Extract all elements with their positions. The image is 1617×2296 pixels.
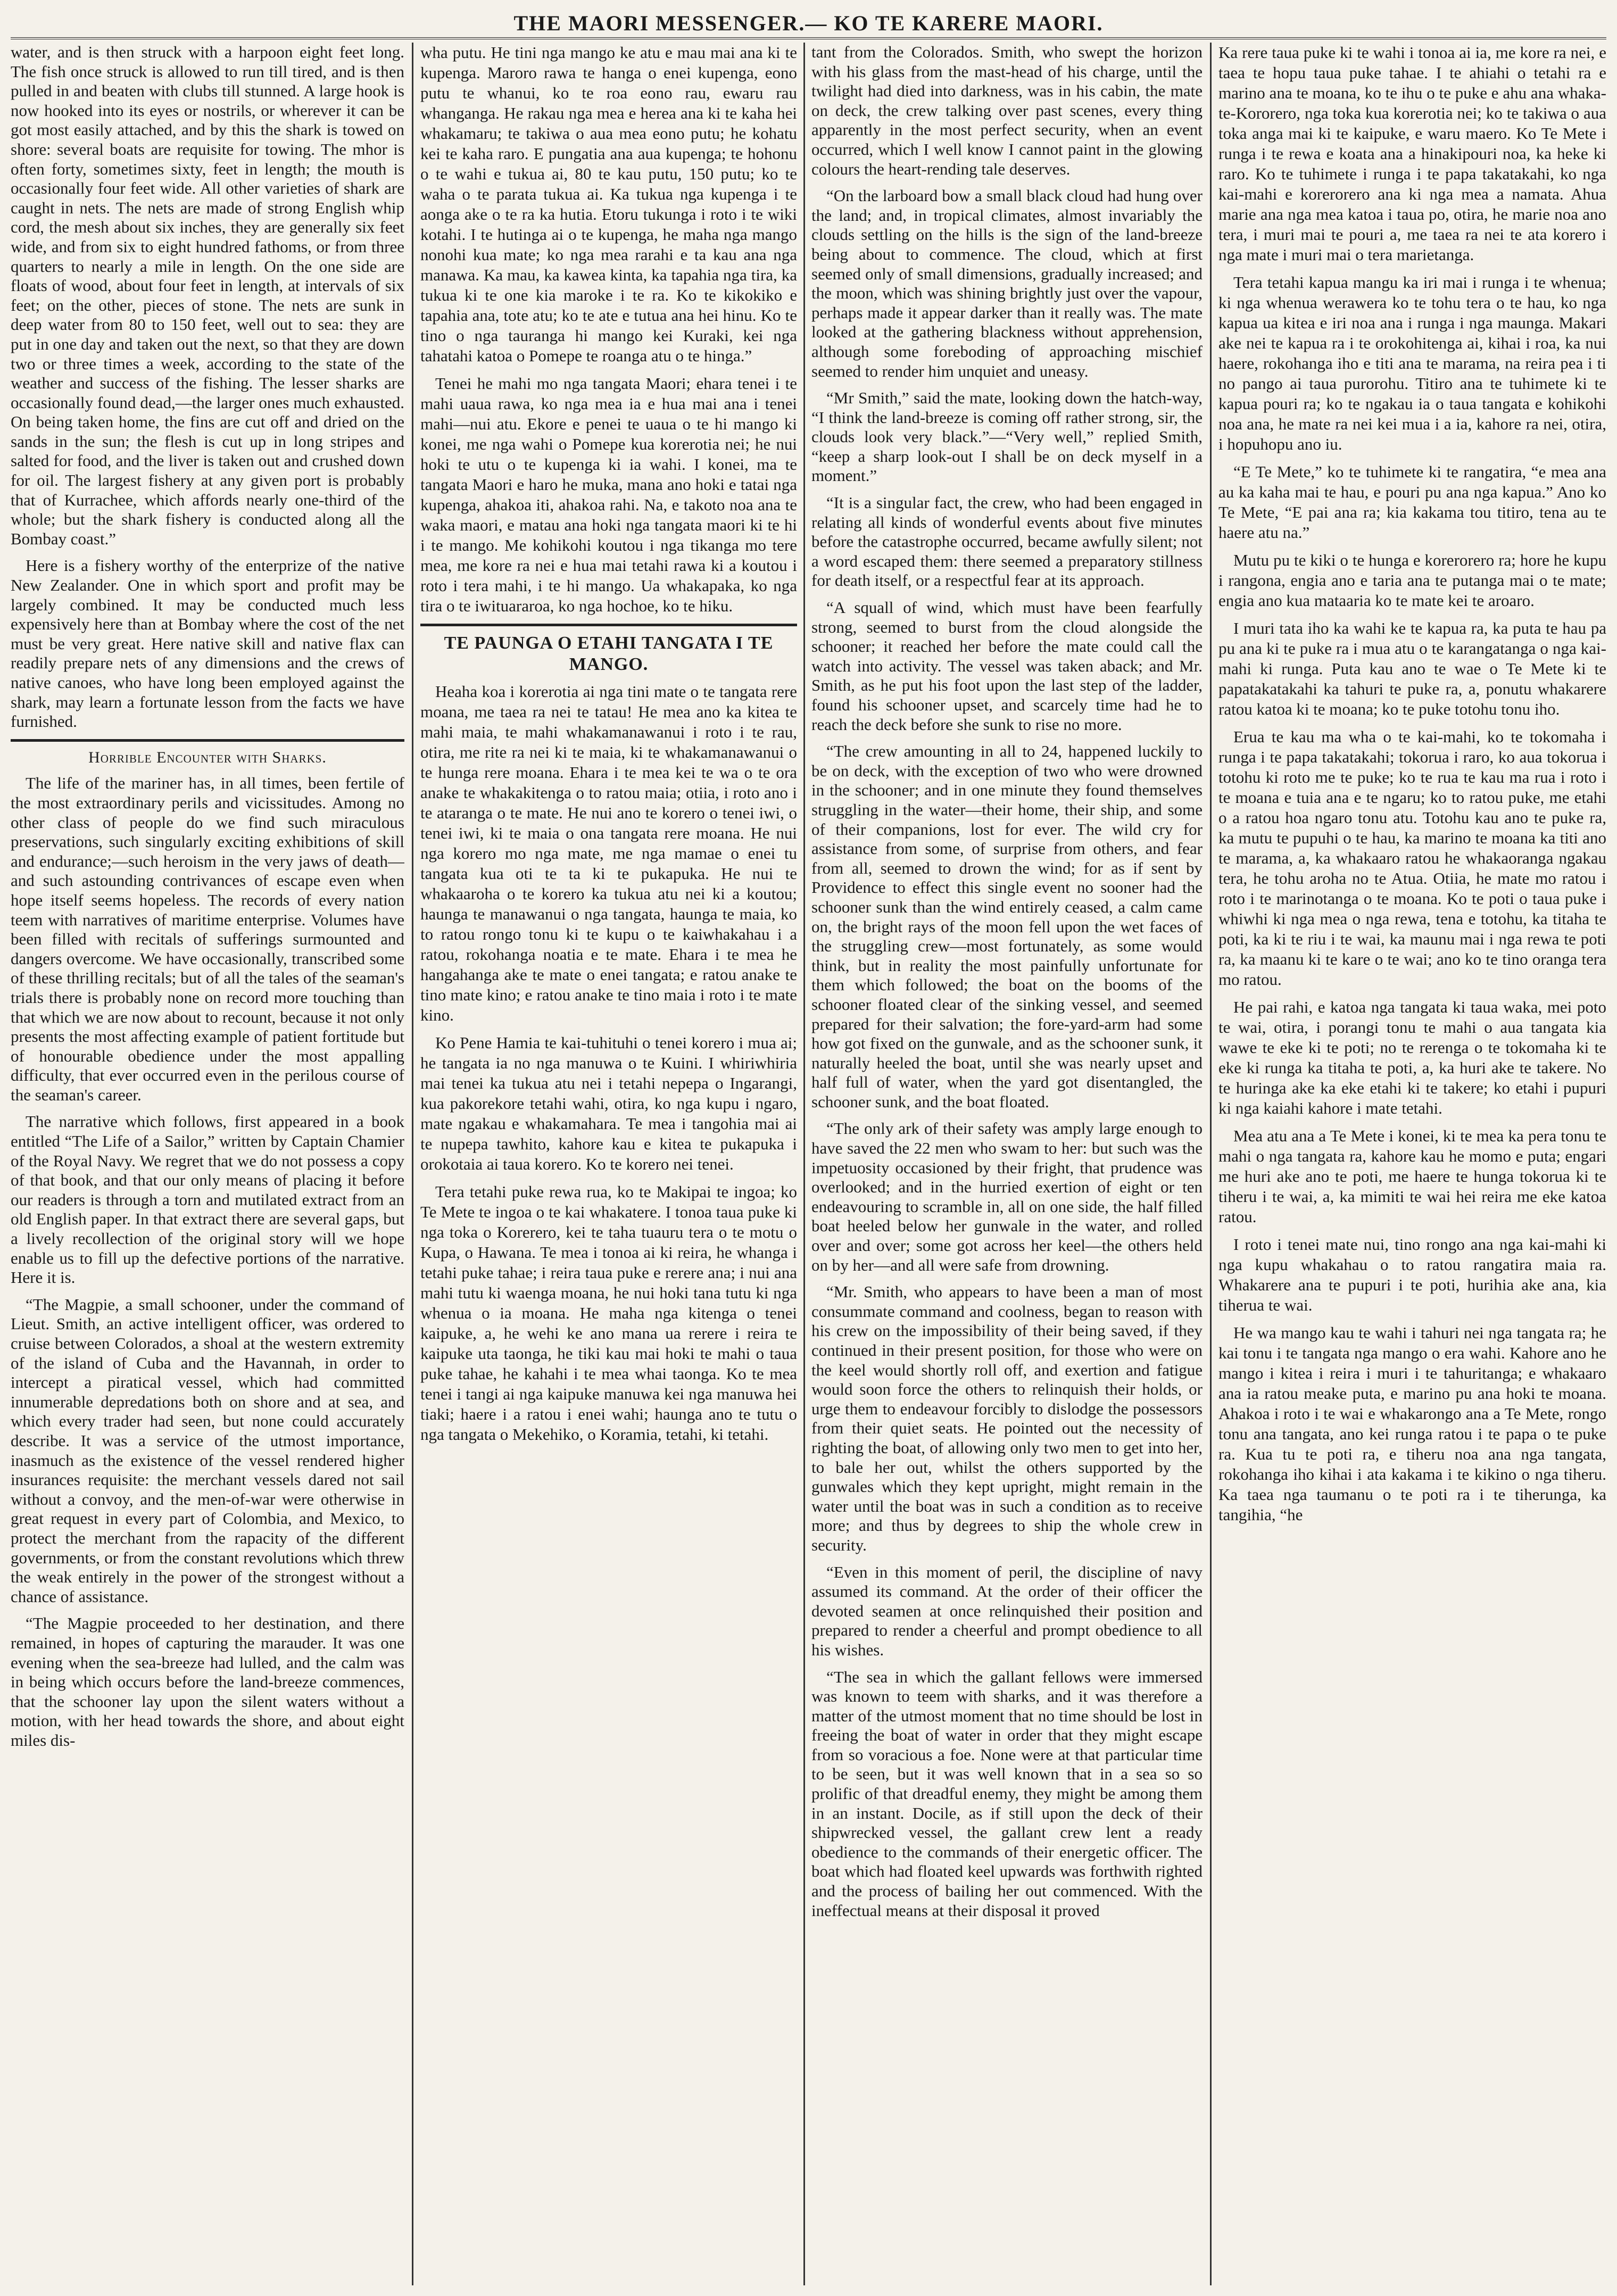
paragraph: “On the larboard bow a small black cloud had hung over the land; and, in tropical climates, almost invariably the clouds settling on the hills is the sign of the land-breeze being about to commence. The cloud, which at first seemed only of small dimensions, gradually increased; and the moon, which was shining brightly just over the vapour, perhaps made it appear darker than it really was. The mate looked at the gathering blackness without apprehension, although some foreboding of approaching mischief seemed to render him unquiet and uneasy. — [811, 186, 1203, 380]
paragraph: “The sea in which the gallant fellows were immersed was known to teem with sharks, and it was therefore a matter of the utmost moment that no time should be lost in freeing the boat of water in order that they might escape from so voracious a foe. None were at that particular time to be seen, but it was well known that in a sea so so prolific of that dreadful enemy, they might be among them in an instant. Docile, as if still upon the deck of their shipwrecked vessel, the gallant crew lent a ready obedience to the commands of their energetic officer. The boat which had floated keel upwards was forthwith righted and the process of bailing her out commenced. With the ineffectual means at their disposal it proved — [811, 1667, 1203, 1920]
column-4 — [1218, 43, 1606, 2285]
paragraph: “The crew amounting in all to 24, happened luckily to be on deck, with the exception of two who were drowned in the schooner; and in one minute they found themselves struggling in the water—their home, their ship, and some of their companions, lost for ever. The wild cry for assistance from some, of surprise from others, and fear from all, seemed to drown the wind; for as if sent by Providence to effect this single event no sooner had the schooner sunk than the wind entirely ceased, a calm came on, the bright rays of the moon fell upon the wet faces of the struggling crew—most fortunately, as some would think, but in reality the most painfully unfortunate for them which followed; the boat on the booms of the schooner floated clear of the sinking vessel, and seemed prepared for their salvation; the fore-yard-arm had some how got fixed on the gunwale, and as the schooner sunk, it naturally heeled the boat, until she was nearly upset and half full of water, when the yard got disentangled, the schooner sunk, and the boat floated. — [811, 742, 1203, 1111]
column-rule — [803, 43, 805, 2285]
paragraph: “It is a singular fact, the crew, who had been engaged in relating all kinds of wonderful events about five minutes before the catastrophe occurred, became awfully silent; not a word escaped them: there seemed a preparatory stillness for death itself, or a respectful fear at its approach. — [811, 493, 1203, 590]
paragraph: tant from the Colorados. Smith, who swept the horizon with his glass from the mast-head of his charge, until the twilight had died into darkness, was in his cabin, the mate on deck, the crew talking over past scenes, every thing apparently in the most perfect security, when an event occurred, which I well know I cannot paint in the glowing colours the heart-rending tale deserves. — [811, 43, 1203, 178]
column-2 — [420, 43, 797, 2285]
paragraph: “E Te Mete,” ko te tuhimete ki te rangatira, “e mea ana au ka kaha mai te hau, e pouri pu ana nga kapua.” Ano ko Te Mete, “E pai ana ra; kia kakama tou titiro, tena au te haere atu na.” — [1218, 462, 1606, 542]
paragraph: Tera tetahi kapua mangu ka iri mai i runga i te whenua; ki nga whenua werawera ko te tohu tera o te hau, ko nga kapua ua kitea e iri noa ana i runga i nga maunga. Makari ake nei te kapua ra i te orokohitenga ai, kihai i roa, ka nui haere, rokohanga iho e titi ana te marama, na reira pea i ti no pango ai taua purorohu. Titiro ana te tuhimete ki te kapua pouri ra; ko te ngakau ia o taua tangata e kohikohi noa ana, he mate ra nei kei mua i a ia, kahore ra nei, otira, i hopuhopu ano iu. — [1218, 273, 1606, 453]
column-rule — [412, 43, 413, 2285]
paragraph: I roto i tenei mate nui, tino rongo ana nga kai-mahi ki nga kupu whakahau o to ratou rangatira maia ra. Whakarere ana te pupuri i te poti, hurihia ake ana, kia tiherua te wai. — [1218, 1235, 1606, 1314]
paragraph: Mea atu ana a Te Mete i konei, ki te mea ka pera tonu te mahi o nga tangata ra, kahore kau he momo e puta; engari me huri ake ano te poti, me haere te hunga tokorua ki te tiheru i te wai, a, ka mimiti te wai hei reira me eke katoa ratou. — [1218, 1126, 1606, 1226]
running-head: THE MAORI MESSENGER.— KO TE KARERE MAORI. — [11, 10, 1606, 39]
paragraph: The life of the mariner has, in all times, been fertile of the most extraordinary perils and vicissitudes. Among no other class of people do we find such miraculous preservations, such singularly exciting exhibitions of skill and endurance;—such heroism in the very jaws of death—and such astounding contrivances of escape even when hope itself seems hopeless. The records of every nation teem with narratives of maritime enterprise. Volumes have been filled with recitals of sufferings surmounted and dangers overcome. We have occasionally, transcribed some of these thrilling recitals; but of all the tales of the seaman's trials there is probably none on record more touching than that which we are now about to recount, because it not only presents the most affecting example of patient fortitude but of honourable obedience under the most appalling difficulty, that ever occurred even in the perilous course of the seaman's career. — [11, 774, 404, 1104]
column-1 — [11, 43, 404, 2285]
paragraph: “Mr Smith,” said the mate, looking down the hatch-way, “I think the land-breeze is coming off rather strong, sir, the clouds look very black.”—“Very well,” replied Smith, “keep a sharp look-out I shall be on deck myself in a moment.” — [811, 388, 1203, 485]
paragraph: Here is a fishery worthy of the enterprize of the native New Zealander. One in which sport and profit may be largely combined. It may be conducted much less expensively here than at Bombay where the cost of the net must be very great. Here native skill and native flax can readily prepare nets of any dimensions and the crews of native canoes, who have long been employed against the shark, may learn a fortunate lesson from the facts we have furnished. — [11, 556, 404, 731]
paragraph: Heaha koa i korerotia ai nga tini mate o te tangata rere moana, me taea ra nei te tatau! He mea ano ka kitea te mahi maia, te mahi whakamanawanui i roto i te rau, otira, me rite ra nei ki te maia, ki te whakamanawanui o te hunga rere moana. Ehara i te mea kei te wa o te ora anake te whakakitenga o to ratou maia; otiia, i roto ano i te ataranga o te mate. He nui ano te korero o tenei iwi, o tenei iwi, ki te maia o ona tangata rere moana. He nui nga korero mo nga mate, me nga mamae o enei tu tangata kua oti te ta ki te pukapuka. He nui te whakaaroha o te korero ka tukua atu nei ki a koutou; haunga te manawanui o nga tangata, haunga te maia, ko to ratou rongo tonu ki te kupu o te kaiwhakahau i a ratou, rokohanga noatia e te mate. Ehara i te mea he hangahanga ake te mate o enei tangata; e ratou anake te tino mate kino; e ratou anake te tino maia i roto i te mate kino. — [420, 682, 797, 1024]
paragraph: I muri tata iho ka wahi ke te kapua ra, ka puta te hau pa pu ana ki te puke ra i mua atu o te karangatanga o nga kai-mahi ki runga. Puta kau ano te wae o Te Mete ki te papatakatakahi ka tahuri te puke ra, a, ponutu whakarere ratou katoa ki te moana; ko te puke totohu tonu iho. — [1218, 619, 1606, 718]
columns — [11, 43, 1606, 2285]
paragraph: “The only ark of their safety was amply large enough to have saved the 22 men who swam to her: but such was the impetuosity occasioned by their fright, that prudence was overlooked; and in the hurried exertion of eight or ten endeavouring to scramble in, all on one side, the half filled boat heeled below her gunwale in the water, and rolled over and over; some got across her keel—the others held on by her—and all were safe from drowning. — [811, 1119, 1203, 1274]
paragraph: “A squall of wind, which must have been fearfully strong, seemed to burst from the cloud alongside the schooner; it reached her before the mate could call the watch into activity. The vessel was taken aback; and Mr. Smith, as he put his foot upon the last step of the ladder, found his schooner upset, and scarcely time had he to reach the deck before she sunk to rise no more. — [811, 598, 1203, 734]
paragraph: “The Magpie proceeded to her destination, and there remained, in hopes of capturing the marauder. It was one evening when the sea-breeze had lulled, and the calm was in being which occurs before the land-breeze commences, that the schooner lay upon the silent waters without a motion, with her head towards the shore, and about eight miles dis- — [11, 1614, 404, 1750]
column-rule — [1210, 43, 1212, 2285]
section-heading: Horrible Encounter with Sharks. — [11, 739, 404, 768]
paragraph: water, and is then struck with a harpoon eight feet long. The fish once struck is allowed to run till tired, and is then pulled in and beaten with clubs till stunned. A large hook is now hooked into its eyes or nostrils, or wherever it can be got most easily attached, and by this the shark is towed on shore: several boats are requisite for towing. The mhor is often forty, sometimes sixty, feet in length; the mouth is occasionally four feet wide. All other varieties of shark are caught in nets. The nets are made of strong English whip cord, the mesh about six inches, they are generally six feet wide, and from six to eight hundred fathoms, or from three quarters to nearly a mile in length. On the one side are floats of wood, about four feet in length, at intervals of six feet; on the other, pieces of stone. The nets are sunk in deep water from 80 to 150 feet, well out to sea: they are put in one day and taken out the next, so that they are down two or three times a week, according to the state of the weather and success of the fishing. The lesser sharks are occasionally found dead,—the larger ones much exhausted. On being taken home, the fins are cut off and dried on the sands in the sun; the flesh is cut up in long stripes and salted for food, and the liver is taken out and crushed down for oil. The largest fishery at any given port is probably that of Kurrachee, which affords nearly one-third of the whole; but the shark fishery is conducted along all the Bombay coast.” — [11, 43, 404, 548]
column-3 — [811, 43, 1203, 2285]
paragraph: “Even in this moment of peril, the discipline of navy assumed its command. At the order of their officer the devoted seamen at once relinquished their position and prepared to render a cheerful and prompt obedience to all his wishes. — [811, 1562, 1203, 1659]
paragraph: The narrative which follows, first appeared in a book entitled “The Life of a Sailor,” written by Captain Chamier of the Royal Navy. We regret that we do not possess a copy of that book, and that our only means of placing it before our readers is through a torn and mutilated extract from an old English paper. In that extract there are several gaps, but a lively recollection of the original story will we hope enable us to fill up the defective portions of the narrative. Here it is. — [11, 1112, 404, 1287]
paragraph: Tera tetahi puke rewa rua, ko te Makipai te ingoa; ko Te Mete te ingoa o te kai whakatere. I tonoa taua puke ki nga toka o Korerero, kei te taha tuauru tera o te motu o Kupa, o Hawana. Te mea i tonoa ai ki reira, he whanga i tetahi puke tahae; i reira taua puke e rerere ana; i nui ana mahi tutu ki waenga moana, he nui hoki tana tutu ki nga whenua o ia moana. He maha nga kitenga o tenei kaipuke, a, he wehi ke ano mana ua rerere i reira te kaipuke uta taonga, he tiki kau mai hoki te mahi o taua puke tahae, he kahahi i te mea whai taonga. Ko te mea tenei i tangi ai nga kaipuke manuwa kei nga manuwa hei tiaki; haere i a ratou i enei wahi; haunga ano te tutu o nga tangata o Mekehiko, o Koramia, tetahi, ki tetahi. — [420, 1182, 797, 1444]
paragraph: Erua te kau ma wha o te kai-mahi, ko te tokomaha i runga i te papa takatakahi; tokorua i raro, ko aua tokorua i totohu ki roto me te puke; ko te rua te kau ma rua i roto i te moana e tuia ana e te ngaru; ko to ratou puke, me etahi o a ratou hoa ngaro tonu atu. Totohu kau ano te puke ra, ka mutu te pupuhi o te hau, ka marino te moana ka titi ano te marama, a, ka whakaaro ratou he whakaoranga ngakau tera, he tohu aroha no te Atua. Otiia, he mate mo ratou i roto i te marinotanga o te moana. Ko te poti o taua puke i whiwhi ki nga mea o nga rewa, tena e totohu, ka titaha te poti, ka ki te riu i te wai, ka maunu mai i nga rewa te poti ra, ka maanu ki te kare o te wai; ano ko te tino oranga tera mo ratou. — [1218, 727, 1606, 989]
paragraph: Tenei he mahi mo nga tangata Maori; ehara tenei i te mahi uaua rawa, ko nga mea ia e hua mai ana i tenei mahi—nui atu. Ekore e penei te uaua o te hi mango ki konei, me nga wahi o Pomepe kua korerotia nei; he nui hoki te utu o te kupenga ki ia wahi. I konei, ma te tangata Maori e haro he muka, mana ano hoki e tatai nga kupenga, ahakoa iti, ahakoa rahi. Na, e takoto noa ana te waka maori, e matau ana hoki nga tangata maori ki te hi i te mango. Me kohikohi koutou i nga tikanga mo tere mea, me kore ra nei e hua mai tetahi rawa ki a koutou i roto i tera mahi, i te hi mango. Ua whakapaka, ko nga tira o te iwituararoa, ko nga hochoe, ko te hiku. — [420, 374, 797, 615]
paragraph: Ka rere taua puke ki te wahi i tonoa ai ia, me kore ra nei, e taea te hopu taua puke tahae. I te ahiahi o tetahi ra e marino ana te moana, ko te ihu o te puke e ahu ana whaka-te-Kororero, nga toka kua korerotia nei; ko te takiwa o aua toka anga mai ki te kaipuke, e waru maero. Ko Te Mete i runga i te rewa e koata ana a hinakipouri noa, ka heke ki raro. Ko te tuhimete i runga i te papa takatakahi, ko nga kai-mahi e korerorero ana ki nga mea a namata. Ahua marie ana nga mea katoa i taua po, otira, he marie noa ano tera, i muri mai te pouri a, me taea ra nei te ata korero i nga mate i muri mai o tera marietanga. — [1218, 43, 1606, 264]
paragraph: Ko Pene Hamia te kai-tuhituhi o tenei korero i mua ai; he tangata ia no nga manuwa o te Kuini. I whiriwhiria mai tenei ka tukua atu nei i tetahi nepepa o Ingarangi, kua pakorekore tetahi wahi, otira, ko nga kupu i ngaro, mate ngakau e whakamahara. Te mea i tangohia mai ai te nupepa tawhito, kahore kau e kitea te pukapuka i orokotaia ai taua korero. Ko te korero nei tenei. — [420, 1033, 797, 1173]
paragraph: “The Magpie, a small schooner, under the command of Lieut. Smith, an active intelligent officer, was ordered to cruise between Colorados, a shoal at the western extremity of the island of Cuba and the Havannah, in order to intercept a piratical vessel, which had committed innumerable depredations both on shore and at sea, and which every trader had seen, but none could accurately describe. It was a service of the utmost importance, inasmuch as the existence of the vessel rendered higher insurances requisite: the merchant vessels dared not sail without a convoy, and the men-of-war were otherwise in great request in every part of Colombia, and Mexico, to protect the merchant from the rapacity of the different governments, or from the constant revolutions which threw the weak entirely in the power of the strongest without a chance of assistance. — [11, 1295, 404, 1606]
paragraph: wha putu. He tini nga mango ke atu e mau mai ana ki te kupenga. Maroro rawa te hanga o enei kupenga, eono putu te whanui, ko te roa eono rau, ewaru rau whanganga. He rakau nga mea e herea ana ki te kaha hei whakamaru; te takiwa o aua mea eono putu; he kohatu kei te kaha raro. E pungatia ana aua kupenga; te hohonu o te wahi e tukua ai, 80 te kau putu, 150 putu; ko te waha o te parata tukua ai. Ka tukua nga kupenga i te aonga ake o te ra ka hutia. Etoru tukunga i roto i te wiki kotahi. I te hutinga ai o te kupenga, he maha nga mango nonohi kua mate; ko nga mea rarahi e ta kau ana nga manawa. Ka mau, ka kawea kinta, ka tapahia nga tira, ka tukua ki te one kia maroke i te ra. Ko te kikokiko e tapahia ana, tote atu; ko te ate e tutua ana hei hinu. Ko te tino o nga tauranga hi mango kei Kuraki, kei nga tahatahi katoa o Pomepe te roanga atu o te hinga.” — [420, 43, 797, 365]
paragraph: He wa mango kau te wahi i tahuri nei nga tangata ra; he kai tonu i te tangata nga mango o era wahi. Kahore ano he mango i kitea i reira i muri i te tahuritanga; e whakaaro ana ia ratou meake puta, e marino pu ana hoki te moana. Ahakoa i roto i te wai e whakarongo ana a Te Mete, rongo tonu ana tangata, ano kei runga ratou i te papa o te puke ra. Kua tu te poti ra, e tiheru noa ana nga tangata, rokohanga iho kihai i ata kakama i te kikino o nga tiheru. Ka taea nga taumanu o te poti ra i te tiherunga, ka tangihia, “he — [1218, 1323, 1606, 1524]
paragraph: Mutu pu te kiki o te hunga e korerorero ra; hore he kupu i rangona, engia ano e taria ana te putanga mai o te mate; engia ano kua mataaria ko te mate kei te aroaro. — [1218, 551, 1606, 610]
section-heading: TE PAUNGA O ETAHI TANGATA I TE MANGO. — [420, 624, 797, 675]
paragraph: He pai rahi, e katoa nga tangata ki taua waka, mei poto te wai, otira, i porangi tonu te mahi o aua tangata kia wawe te eke ki te poti; no te rerenga o te tokomaha ki te eke ki runga ka titaha te poti, a, ka huri ake te takere. No te huringa ake ka eke etahi ki te takere; ko etahi i pupuri ki nga kaiahi kahore i mate tetahi. — [1218, 998, 1606, 1117]
paragraph: “Mr. Smith, who appears to have been a man of most consummate command and coolness, began to reason with his crew on the impossibility of their being saved, if they continued in their present position, for those who were on the keel would shortly roll off, and exertion and fatigue would soon force the others to relinquish their holds, or urge them to endeavour forcibly to dislodge the possessors from their quiet seats. He pointed out the necessity of righting the boat, of allowing only two men to get into her, to bale her out, whilst the others supported by the gunwales which they kept upright, might remain in the water until the boat was in such a condition as to receive more; and thus by degrees to ship the whole crew in security. — [811, 1282, 1203, 1554]
newspaper-page — [11, 10, 1606, 2287]
